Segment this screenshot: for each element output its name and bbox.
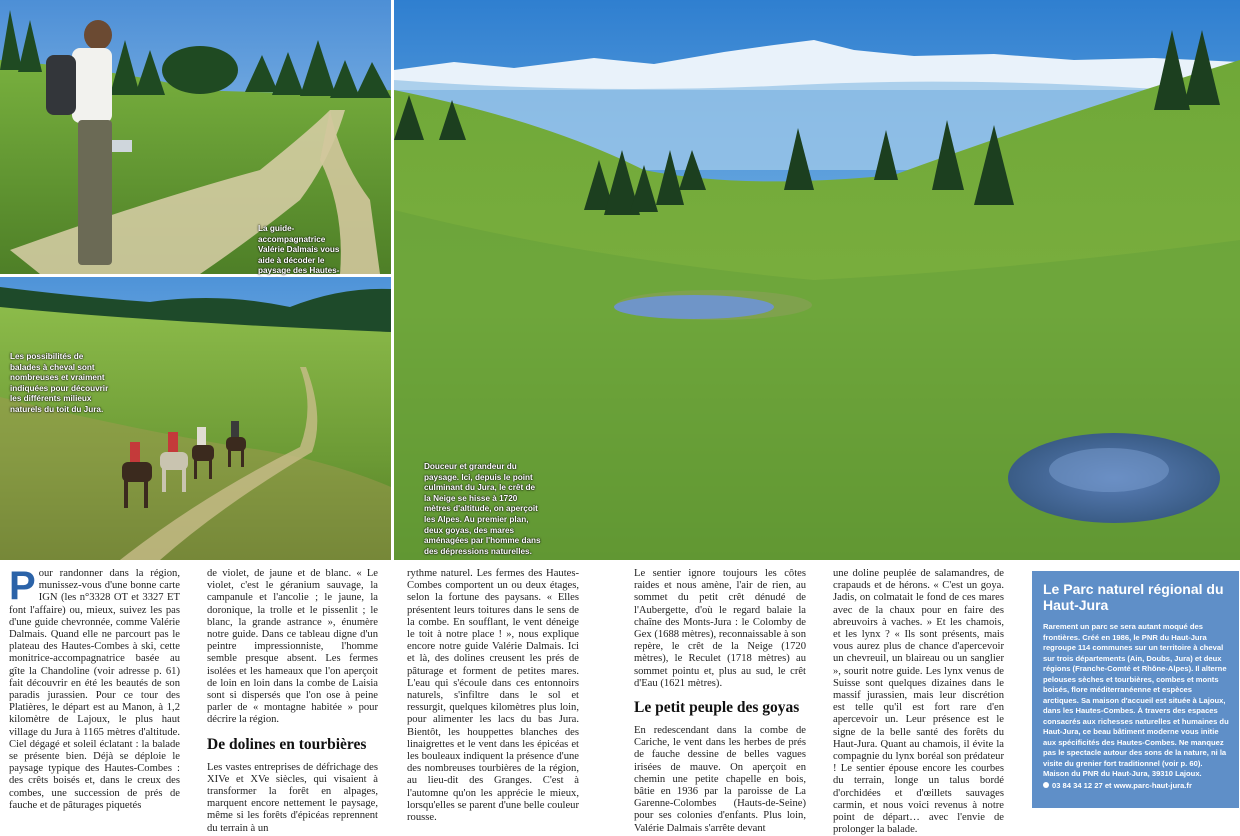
article-column-4 (634, 568, 806, 834)
section-heading-goyas: Le petit peuple des goyas (634, 699, 800, 717)
sidebar-website-link[interactable]: www.parc-haut-jura.fr (1113, 780, 1192, 790)
article-paragraph: En redescendant dans la combe de Cariche, le vent dans les herbes de prés de fauche dessine de belles vagues irisées de mauve. On aperçoit en chemin une petite chapelle en bois, bâtie en 1936 par la paroisse de La Garenne-Colombes (Hauts-de-Seine) pour ses colonies d'enfants. Plus loin, Valérie Dalmais s'arrête devant (634, 725, 806, 834)
section-heading-dolines: De dolines en tourbières (207, 735, 367, 753)
sidebar-title: Le Parc naturel régional du Haut-Jura (1043, 581, 1224, 613)
sidebar-contact (1043, 781, 1229, 791)
article-paragraph: de violet, de jaune et de blanc. « Le violet, c'est le géranium sauvage, la campanule et l'ancolie ; le jaune, la doronique, la trolle et le pissenlit ; le blanc, la grande astrance », énumère notre guide. Dans ce tableau digne d'un peintre impressionniste, l'homme semble presque absent. Les fermes isolées et les hameaux que l'on aperçoit de loin en loin dans la combe de Laisia sont si dispersés que l'on ose à peine parler de « montagne habitée » pour décrire la région. (207, 568, 378, 726)
sidebar-separator: et (1104, 780, 1112, 790)
drop-cap: P (9, 564, 36, 608)
article-paragraph: our randonner dans la région, munissez-vous d'une bonne carte IGN (les n°3328 OT et 3327 ET font l'affaire) ou, mieux, suivez les pas d'une guide chevronnée, comme Valérie Dalmais. Quand elle ne parcourt pas le plateau des Hautes-Combes à ski, cette monitrice-accompagnatrice basée au gîte la Chandoline (voir adresse p. 61) fait découvrir en été les beautés de son paradis jurassien. Pour ce tour des Platières, le départ est au Manon, à 1,2 kilomètre de Lajoux, le plus haut village du Jura à 1165 mètres d'altitude. Ciel dégagé et soleil éclatant : la balade se présente bien. Déjà se déploie le paysage typique des Hautes-Combes : des crêts boisés et, dans le creux des combes, une succession de prés de fauche et de pâturages piquetés (9, 568, 180, 811)
article-paragraph: Les vastes entreprises de défrichage des XIVe et XVe siècles, qui visaient à transformer la forêt en alpages, marquent encore nettement le paysage, même si les forêts d'épicéas reprennent du terrain à un (207, 761, 378, 834)
horses-caption: Les possibilités de balades à cheval sont nombreuses et vraiment indiquées pour découvrir les différents milieux naturels du toit du Jura. (10, 352, 109, 414)
article-paragraph: rythme naturel. Les fermes des Hautes-Combes comportent un ou deux étages, selon la fortune des paysans. « Elles présentent leurs toitures dans le sens de la combe. En soufflant, le vent déneige le toit à notre place ! », nous explique encore notre guide Valérie Dalmais. Ici et là, des dolines creusent les prés de pâturage et forment de petites mares. L'eau qui s'écoule dans ces entonnoirs naturels, s'infiltre dans le sol et ressurgit, quelques kilomètres plus loin, pour alimenter les lacs du bas Jura. Bientôt, les houppettes blanches des linaigrettes et le vent dans les épicéas et les bouleaux indiquent la présence d'une des nombreuses tourbières de la région, au lieu-dit des Granges. C'est à l'automne qu'on les apprécie le mieux, lorsqu'elles se parent d'une belle couleur rousse. (407, 568, 579, 824)
sidebar-phone: 03 84 34 12 27 (1052, 780, 1103, 790)
article-column-2 (207, 568, 378, 834)
horse-riding-photo (0, 277, 391, 560)
article-column-1 (9, 564, 180, 811)
article-column-5 (833, 568, 1004, 836)
phone-icon (1043, 782, 1049, 788)
article-column-3 (407, 568, 579, 824)
sidebar-body: Rarement un parc se sera autant moqué des frontières. Créé en 1986, le PNR du Haut-Jura regroupe 114 communes sur un territoire à cheval sur trois départements (Ain, Doubs, Jura) et deux régions (Franche-Comté et Rhône-Alpes). Il alterne pelouses sèches et tourbières, combes et monts boisés, flore méditerranéenne et espèces arctiques. Sa maison d'accueil est située à Lajoux, dans les Hautes-Combes. À travers des espaces consacrés aux richesses naturelles et humaines du Haut-Jura, ce beau bâtiment moderne vous initie aux spécificités des Hautes-Combes. Ne manquez pas le spectacle autour des sons de la nature, ni la visite du grenier fort traditionnel (voir p. 60). Maison du PNR du Haut-Jura, 39310 Lajoux. (1043, 622, 1229, 778)
hiker-caption: La guide-accompagnatrice Valérie Dalmais vous aide à décoder le paysage des Hautes- (258, 224, 340, 276)
panorama-caption: Douceur et grandeur du paysage. Ici, depuis le point culminant du Jura, le crêt de la Neige se hisse à 1720 mètres d'altitude, on aperçoit les Alpes. Au premier plan, deux goyas, des mares aménagées par l'homme dans des dépressions naturelles. (424, 462, 541, 556)
park-info-sidebar (1032, 571, 1239, 808)
article-paragraph: Le sentier ignore toujours les côtes raides et nous amène, l'air de rien, au sommet du petit crêt dénudé de l'Aubergette, d'où le regard balaie la chaîne des Monts-Jura : le Colomby de Gex (1688 mètres), reconnaissable à son repère, le crêt de la Neige (1720 mètres), le Reculet (1718 mètres) au sommet pointu et, plus au sud, le crêt d'Eau (1621 mètres). (634, 568, 806, 689)
article-paragraph: une doline peuplée de salamandres, de crapauds et de hérons. « C'est un goya. Jadis, on colmatait le fond de ces mares avec de la chaux pour en faire des abreuvoirs à vaches. » Et les chamois, et les lynx ? « Ils sont présents, mais vous aurez plus de chance d'apercevoir un chevreuil, un blaireau ou un sanglier », sourit notre guide. Les lynx venus de Suisse sont quelques dizaines dans le massif jurassien, mais leur discrétion est telle qu'il est fort rare d'en apercevoir un. Leur présence est le signe de la belle santé des forêts du Haut-Jura. Quant au chamois, il évite la compagnie du lynx boréal son prédateur ! Le sentier épouse encore les courbes du terrain, longe un talus bordé d'orchidées et d'œillets sauvages carmin, et nous voici revenus à notre point de départ… avec l'envie de prolonger la balade. (833, 568, 1004, 836)
